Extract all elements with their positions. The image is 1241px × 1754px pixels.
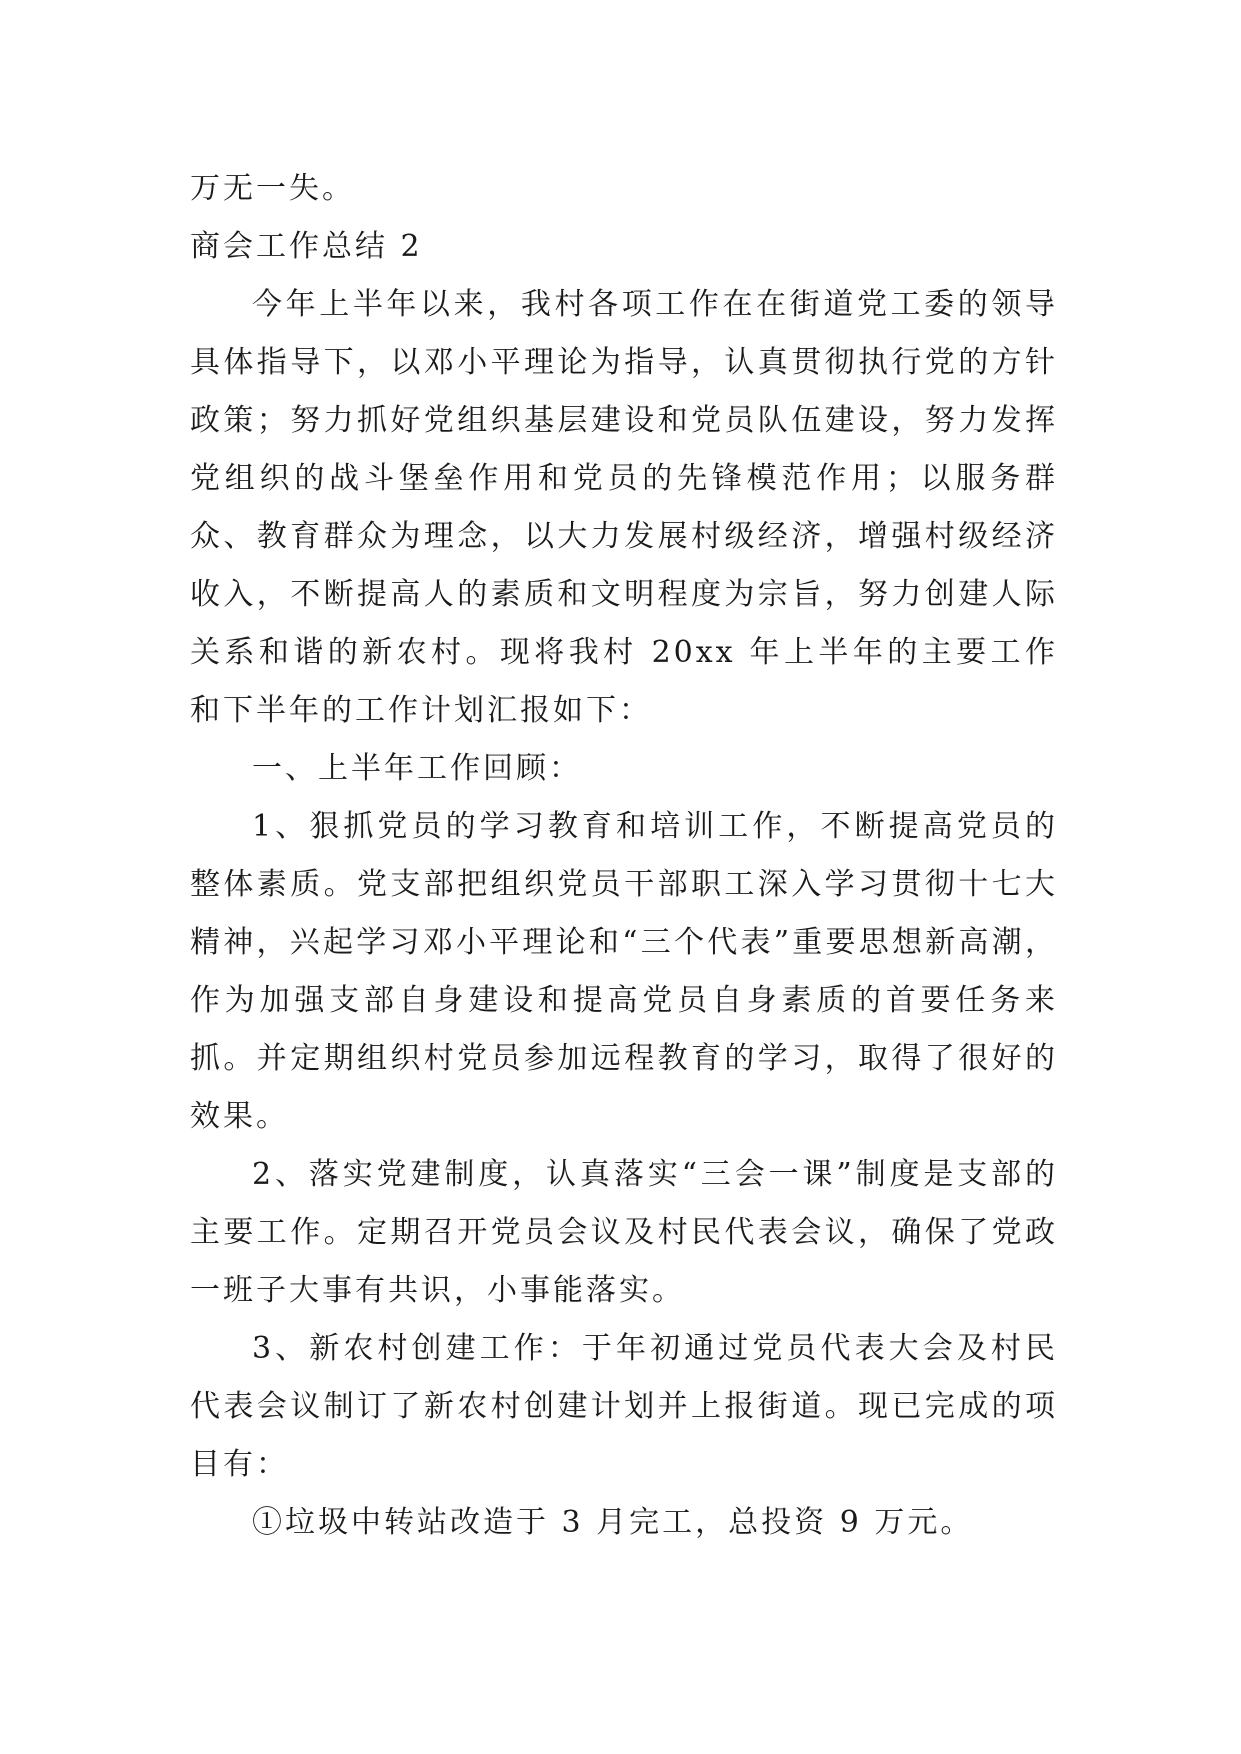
paragraph-item-2: 2、落实党建制度，认真落实“三会一课”制度是支部的主要工作。定期召开党员会议及村民代表会议，确保了党政一班子大事有共识，小事能落实。 <box>190 1157 1058 1308</box>
section-heading-review: 一、上半年工作回顾： <box>252 751 582 786</box>
paragraph-item-1: 1、狠抓党员的学习教育和培训工作，不断提高党员的整体素质。党支部把组织党员干部职工深入学习贯彻十七大精神，兴起学习邓小平理论和“三个代表”重要思想新高潮，作为加强支部自身建设和提高党员自身素质的首要任务来抓。并定期组织村党员参加远程教育的学习，取得了很好的效果。 <box>190 809 1058 1134</box>
paragraph-intro: 今年上半年以来，我村各项工作在在街道党工委的领导具体指导下，以邓小平理论为指导，认真贯彻执行党的方针政策；努力抓好党组织基层建设和党员队伍建设，努力发挥党组织的战斗堡垒作用和党员的先锋模范作用；以服务群众、教育群众为理念，以大力发展村级经济，增强村级经济收入，不断提高人的素质和文明程度为宗旨，努力创建人际关系和谐的新农村。现将我村 20xx 年上半年的主要工作和下半年的工作计划汇报如下： <box>190 287 1058 728</box>
paragraph-subitem-1: ①垃圾中转站改造于 3 月完工，总投资 9 万元。 <box>252 1505 974 1540</box>
paragraph-item-3: 3、新农村创建工作：于年初通过党员代表大会及村民代表会议制订了新农村创建计划并上报街道。现已完成的项目有： <box>190 1331 1058 1482</box>
paragraph-continuation: 万无一失。 <box>190 171 355 206</box>
section-title: 商会工作总结 2 <box>190 229 423 264</box>
document-body <box>190 160 1058 1552</box>
